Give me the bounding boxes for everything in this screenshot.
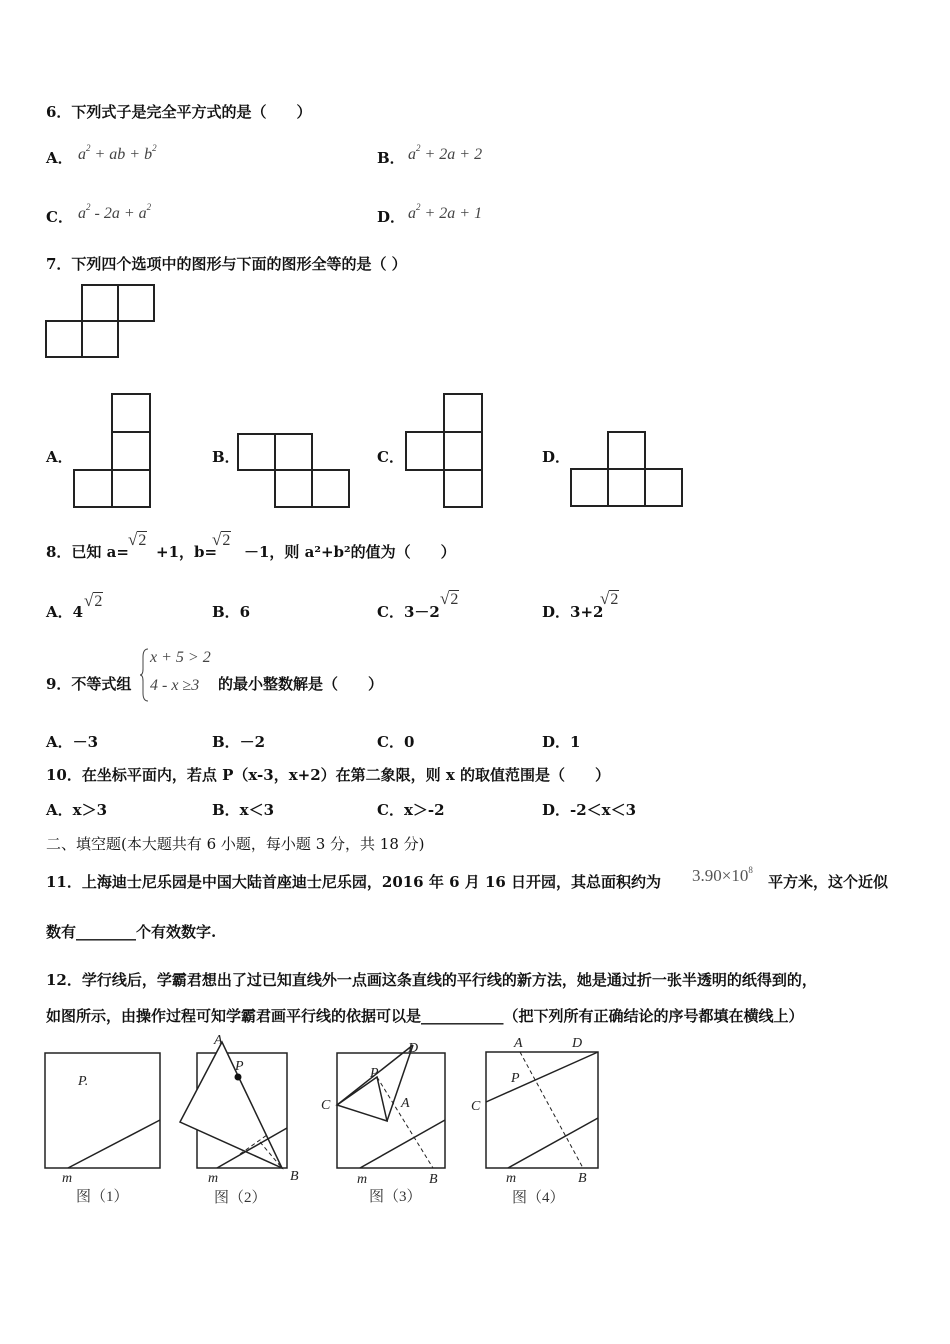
q9-option-b[interactable]: B．－2: [212, 733, 266, 751]
q9-brace: [140, 647, 150, 703]
fig3-caption: 图（3）: [369, 1189, 422, 1205]
q10-option-c[interactable]: C．x＞-2: [377, 801, 445, 819]
q9-option-d[interactable]: D．1: [542, 733, 581, 751]
q6-option-d-expr: $a^2 + 2a + 1$: [408, 202, 483, 222]
q9-inequality-1: x + 5 > 2: [150, 649, 211, 666]
q11-stem-suffix: 平方米，这个近似: [768, 873, 889, 891]
q7-option-c[interactable]: C．: [377, 448, 404, 466]
q11-number: $3.90\times 10^8$: [692, 865, 753, 885]
section-2-title: 二、填空题(本大题共有 6 小题，每小题 3 分，共 18 分): [46, 835, 425, 853]
q10-option-d[interactable]: D．-2＜x＜3: [542, 801, 637, 819]
q6-option-c-expr: $a^2 - 2a + a^2$: [78, 202, 152, 222]
q12-line-2: 如图所示，由操作过程可知学霸君画平行线的依据可以是___________（把下列所有正确结论的序号都填在横线上）: [46, 1007, 804, 1025]
q8-option-c[interactable]: C．3－2: [377, 603, 440, 621]
fig3-label-p: P: [370, 1066, 379, 1081]
fig3-label-a: A: [401, 1096, 410, 1111]
fig1-label-m: m: [62, 1171, 73, 1186]
q8-option-a-sqrt: √2: [84, 591, 103, 610]
q10-option-a[interactable]: A．x＞3: [46, 801, 108, 819]
q6-option-a-label[interactable]: A．: [46, 149, 73, 167]
fig2-label-p: P: [235, 1059, 244, 1074]
fig4-label-m: m: [506, 1171, 517, 1186]
fig3-label-m: m: [357, 1172, 368, 1187]
fig3-label-c: C: [321, 1098, 331, 1113]
q8-sqrt-a: √2: [128, 530, 147, 549]
fig4-label-c: C: [471, 1099, 481, 1114]
q11-line-2: 数有________个有效数字.: [46, 923, 217, 941]
q11-stem-prefix: 11．上海迪士尼乐园是中国大陆首座迪士尼乐园，2016 年 6 月 16 日开园，其总面积约为: [46, 873, 662, 891]
fig2-caption: 图（2）: [214, 1190, 267, 1206]
q8-option-a[interactable]: A．4: [46, 603, 84, 621]
fig4-label-b: B: [578, 1171, 587, 1186]
fig4-caption: 图（4）: [512, 1190, 565, 1206]
fig1-caption: 图（1）: [76, 1189, 129, 1205]
q8-stem-prefix: 8．已知 a=: [46, 543, 129, 561]
q7-stem: 7．下列四个选项中的图形与下面的图形全等的是（ ）: [46, 255, 407, 273]
q8-option-d-sqrt: √2: [600, 589, 619, 608]
fig2-label-a: A: [214, 1033, 223, 1048]
fig4-label-p: P: [511, 1071, 520, 1086]
q8-sqrt-b: √2: [212, 530, 231, 549]
fig3-label-d: D: [408, 1041, 419, 1056]
q12-figure-2: [172, 1032, 312, 1210]
q8-stem-mid2: －1，则 a²+b²的值为（ ）: [244, 543, 456, 561]
q10-option-b[interactable]: B．x＜3: [212, 801, 275, 819]
fig3-label-b: B: [429, 1172, 438, 1187]
q6-option-c-label[interactable]: C．: [46, 208, 73, 226]
q7-option-d-figure[interactable]: [569, 430, 687, 510]
fig4-label-a: A: [514, 1036, 523, 1051]
q8-stem-mid: +1，b=: [156, 543, 218, 561]
q9-stem-prefix: 9．不等式组: [46, 675, 132, 693]
q6-stem: 6．下列式子是完全平方式的是（ ）: [46, 103, 312, 121]
q7-reference-figure: [44, 282, 160, 362]
q12-figure-3: [315, 1035, 455, 1213]
fig1-point-p: P.: [78, 1074, 89, 1089]
q9-inequality-2: 4 - x ≥3: [150, 677, 200, 694]
q6-option-a-expr: $a^2$ + ab + $b^2$: [78, 143, 157, 163]
q9-option-c[interactable]: C．0: [377, 733, 415, 751]
q6-option-b-expr: $a^2 + 2a + 2$: [408, 143, 483, 163]
q12-figure-1: [40, 1045, 170, 1210]
q6-option-b-label[interactable]: B．: [377, 149, 405, 167]
q9-option-a[interactable]: A．－3: [46, 733, 99, 751]
q12-figure-4: [468, 1032, 608, 1212]
q7-option-a-figure[interactable]: [72, 392, 154, 510]
fig2-label-b: B: [290, 1169, 299, 1184]
q6-option-d-label[interactable]: D．: [377, 208, 406, 226]
q8-option-d[interactable]: D．3+2: [542, 603, 604, 621]
q9-stem-suffix: 的最小整数解是（ ）: [218, 675, 384, 693]
q7-option-a[interactable]: A．: [46, 448, 73, 466]
q12-line-1: 12．学行线后，学霸君想出了过已知直线外一点画这条直线的平行线的新方法，她是通过折一张半透明的纸得到的，: [46, 971, 817, 989]
q7-option-d[interactable]: D．: [542, 448, 571, 466]
fig2-label-m: m: [208, 1171, 219, 1186]
q7-option-b-figure[interactable]: [236, 432, 354, 510]
q8-option-b[interactable]: B．6: [212, 603, 251, 621]
q8-option-c-sqrt: √2: [440, 589, 459, 608]
q7-option-c-figure[interactable]: [404, 392, 486, 510]
fig4-label-d: D: [572, 1036, 583, 1051]
q7-option-b[interactable]: B．: [212, 448, 240, 466]
q10-stem: 10．在坐标平面内，若点 P（x-3，x+2）在第二象限，则 x 的取值范围是（ ）: [46, 766, 611, 784]
